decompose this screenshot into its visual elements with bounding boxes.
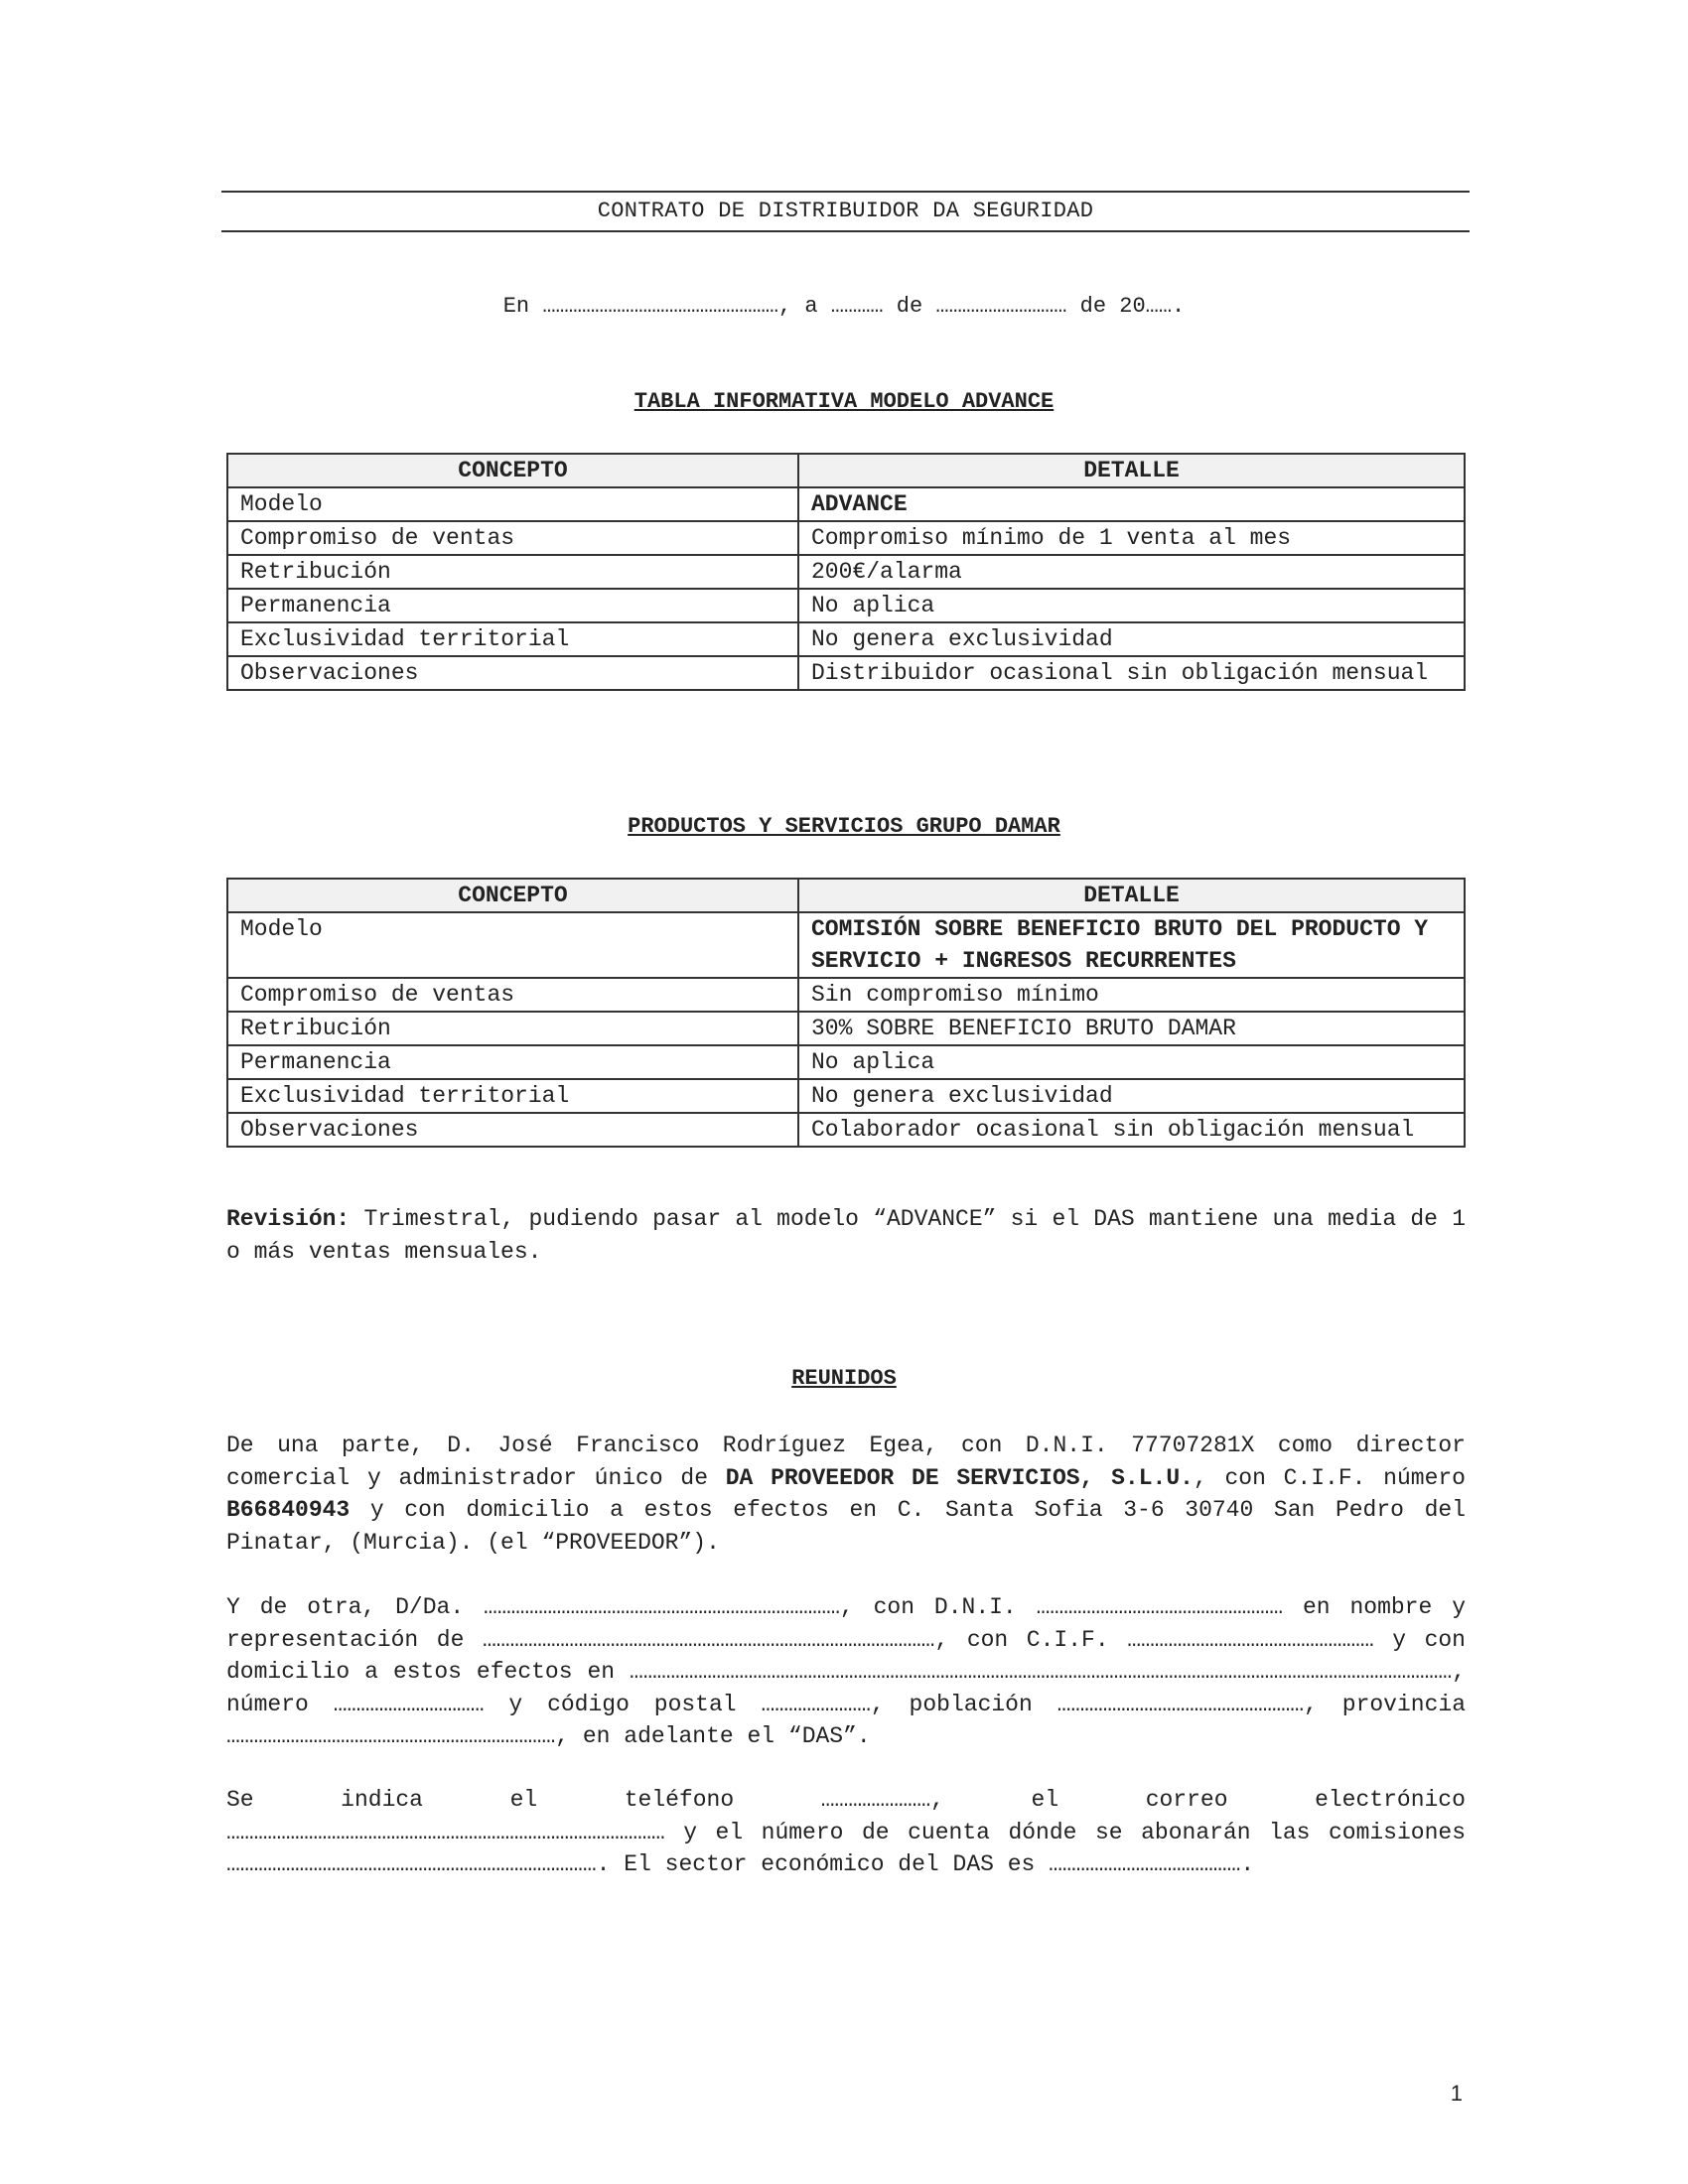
- table-cell: Modelo: [227, 487, 798, 521]
- column-header-concepto: CONCEPTO: [227, 454, 798, 487]
- table-row: [227, 656, 1465, 690]
- table-row: [227, 521, 1465, 555]
- word: electrónico: [1315, 1787, 1466, 1813]
- word: Se: [226, 1787, 254, 1813]
- table-cell: Permanencia: [227, 1045, 798, 1079]
- table-cell: Exclusividad territorial: [227, 1079, 798, 1113]
- contact-first-line: [226, 1784, 1466, 1817]
- column-header-detalle: DETALLE: [798, 879, 1465, 912]
- page-number: 1: [1450, 2081, 1463, 2106]
- contact-rest: …………………………………………………………………………………… y el número de cuenta dónde se abonarán las comisiones ………………………………………………………………………. El sector económico del DAS es …………………………………….: [226, 1819, 1466, 1877]
- table-cell: Compromiso de ventas: [227, 521, 798, 555]
- word: correo: [1145, 1787, 1228, 1813]
- provider-text: De una parte, D. José Francisco Rodríguez Egea, con D.N.I. 77707281X como director comercial y administrador único de: [226, 1433, 1466, 1491]
- table2-title: PRODUCTOS Y SERVICIOS GRUPO DAMAR: [628, 814, 1060, 839]
- reunidos-title: REUNIDOS: [791, 1366, 897, 1391]
- table-cell: Distribuidor ocasional sin obligación mensual: [798, 656, 1465, 690]
- table-row: [227, 912, 1465, 978]
- table-cell: No genera exclusividad: [798, 1079, 1465, 1113]
- table-row: [227, 1079, 1465, 1113]
- table-cell: 30% SOBRE BENEFICIO BRUTO DAMAR: [798, 1012, 1465, 1045]
- provider-text: y con domicilio a estos efectos en C. Santa Sofia 3-6 30740 San Pedro del Pinatar, (Murcia). (el “PROVEEDOR”).: [226, 1497, 1466, 1556]
- table-cell: No genera exclusividad: [798, 622, 1465, 656]
- provider-paragraph: [226, 1430, 1466, 1559]
- table-cell: No aplica: [798, 589, 1465, 622]
- place-date-line: En ………………………………………………, a ………… de ………………………… de 20…….: [502, 294, 1186, 319]
- table-cell: Sin compromiso mínimo: [798, 978, 1465, 1012]
- table-cell: Observaciones: [227, 1113, 798, 1147]
- revision-paragraph: [226, 1203, 1466, 1268]
- word: el: [509, 1787, 538, 1813]
- table-row: [227, 1012, 1465, 1045]
- provider-company-name: DA PROVEEDOR DE SERVICIOS, S.L.U.: [725, 1464, 1194, 1491]
- table-cell: Retribución: [227, 1012, 798, 1045]
- table-cell: Colaborador ocasional sin obligación mensual: [798, 1113, 1465, 1147]
- table-cell: Compromiso de ventas: [227, 978, 798, 1012]
- word: el: [1031, 1787, 1059, 1813]
- table-cell: Exclusividad territorial: [227, 622, 798, 656]
- table-row: [227, 978, 1465, 1012]
- table-row: [227, 487, 1465, 521]
- table-cell: Modelo: [227, 912, 798, 978]
- column-header-detalle: DETALLE: [798, 454, 1465, 487]
- table-cell: 200€/alarma: [798, 555, 1465, 589]
- provider-text: , con C.I.F. número: [1193, 1464, 1466, 1491]
- word: ……………………,: [820, 1787, 944, 1813]
- table-cell: COMISIÓN SOBRE BENEFICIO BRUTO DEL PRODUCTO Y SERVICIO + INGRESOS RECURRENTES: [798, 912, 1465, 978]
- table-row: [227, 622, 1465, 656]
- provider-cif: B66840943: [226, 1497, 351, 1523]
- table-cell: Retribución: [227, 555, 798, 589]
- table-cell: Observaciones: [227, 656, 798, 690]
- table-row: [227, 1113, 1465, 1147]
- das-contact-paragraph: [226, 1784, 1466, 1881]
- advance-model-table: [226, 453, 1466, 691]
- table-cell: Permanencia: [227, 589, 798, 622]
- damar-products-table: [226, 878, 1466, 1148]
- table-cell: No aplica: [798, 1045, 1465, 1079]
- table1-title: TABLA INFORMATIVA MODELO ADVANCE: [633, 389, 1055, 414]
- table-cell: Compromiso mínimo de 1 venta al mes: [798, 521, 1465, 555]
- table-header-row: [227, 454, 1465, 487]
- revision-label: Revisión:: [226, 1206, 351, 1232]
- document-title: CONTRATO DE DISTRIBUIDOR DA SEGURIDAD: [221, 191, 1470, 232]
- column-header-concepto: CONCEPTO: [227, 879, 798, 912]
- das-paragraph: Y de otra, D/Da. ……………………………………………………………………, con D.N.I. ……………………………………………… en nombre y representación de ………………………………………………………………………………………, con C.I.F. ……………………………………………… y con domicilio a estos efectos en ………………………………………………………………………………………………………………………………………………………………, número …………………………… y código postal ……………………, población ………………………………………………, provincia ………………………………………………………………, en adelante el “DAS”.: [226, 1594, 1466, 1749]
- table-header-row: [227, 879, 1465, 912]
- table-row: [227, 589, 1465, 622]
- word: indica: [341, 1787, 423, 1813]
- table-cell: ADVANCE: [798, 487, 1465, 521]
- table-row: [227, 555, 1465, 589]
- table-row: [227, 1045, 1465, 1079]
- revision-text: Trimestral, pudiendo pasar al modelo “ADVANCE” si el DAS mantiene una media de 1 o más ventas mensuales.: [226, 1206, 1466, 1265]
- word: teléfono: [624, 1787, 735, 1813]
